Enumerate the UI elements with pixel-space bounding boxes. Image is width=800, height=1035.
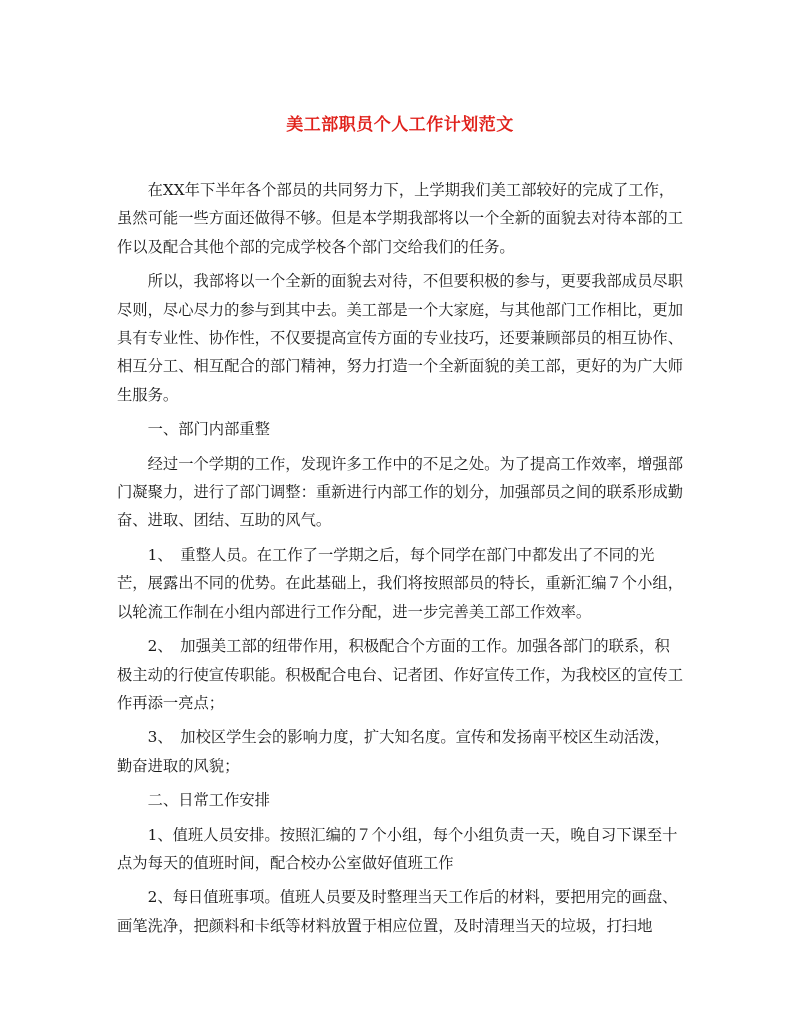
section-heading-internal-reorg: 一、部门内部重整 — [147, 420, 270, 439]
section-heading-daily-work: 二、日常工作安排 — [147, 791, 270, 810]
document-title: 美工部职员个人工作计划范文 — [286, 115, 514, 135]
paragraph-item-2: 2、 加强美工部的纽带作用，积极配合个方面的工作。加强各部门的联系，积极主动的行使宣传职能。积极配合电台、记者团、作好宣传工作，为我校区的宣传工作再添一亮点； — [117, 637, 683, 712]
paragraph-duty-tasks: 2、每日值班事项。值班人员要及时整理当天工作后的材料，要把用完的画盘、画笔洗净，把颜料和卡纸等材料放置于相应位置，及时清理当天的垃圾，打扫地 — [117, 888, 678, 935]
document-body — [117, 176, 683, 946]
paragraph-duty-schedule: 1、值班人员安排。按照汇编的７个小组，每个小组负责一天，晚自习下课至十点为每天的值班时间，配合校办公室做好值班工作 — [117, 825, 678, 872]
paragraph-reorg-summary: 经过一个学期的工作，发现许多工作中的不足之处。为了提高工作效率，增强部门凝聚力，进行了部门调整：重新进行内部工作的划分，加强部员之间的联系形成勤奋、进取、团结、互助的风气。 — [117, 454, 683, 530]
paragraph-item-1: 1、 重整人员。在工作了一学期之后，每个同学在部门中都发出了不同的光芒，展露出不同的优势。在此基础上，我们将按照部员的特长，重新汇编７个小组，以轮流工作制在小组内部进行工作分配，进一步完善美工部工作效率。 — [117, 545, 683, 621]
paragraph-intro: 在XX年下半年各个部员的共同努力下，上学期我们美工部较好的完成了工作，虽然可能一些方面还做得不够。但是本学期我部将以一个全新的面貌去对待本部的工作以及配合其他个部的完成学校各个部门交给我们的任务。 — [117, 181, 683, 256]
paragraph-commitment: 所以，我部将以一个全新的面貌去对待，不但要积极的参与，更要我部成员尽职尽则，尽心尽力的参与到其中去。美工部是一个大家庭，与其他部门工作相比，更加具有专业性、协作性，不仅要提高宣传方面的专业技巧，还要兼顾部员的相互协作、相互分工、相互配合的部门精神，努力打造一个全新面貌的美工部，更好的为广大师生服务。 — [117, 272, 683, 404]
paragraph-item-3: 3、 加校区学生会的影响力度，扩大知名度。宣传和发扬南平校区生动活泼，勤奋进取的风貌； — [117, 728, 670, 775]
